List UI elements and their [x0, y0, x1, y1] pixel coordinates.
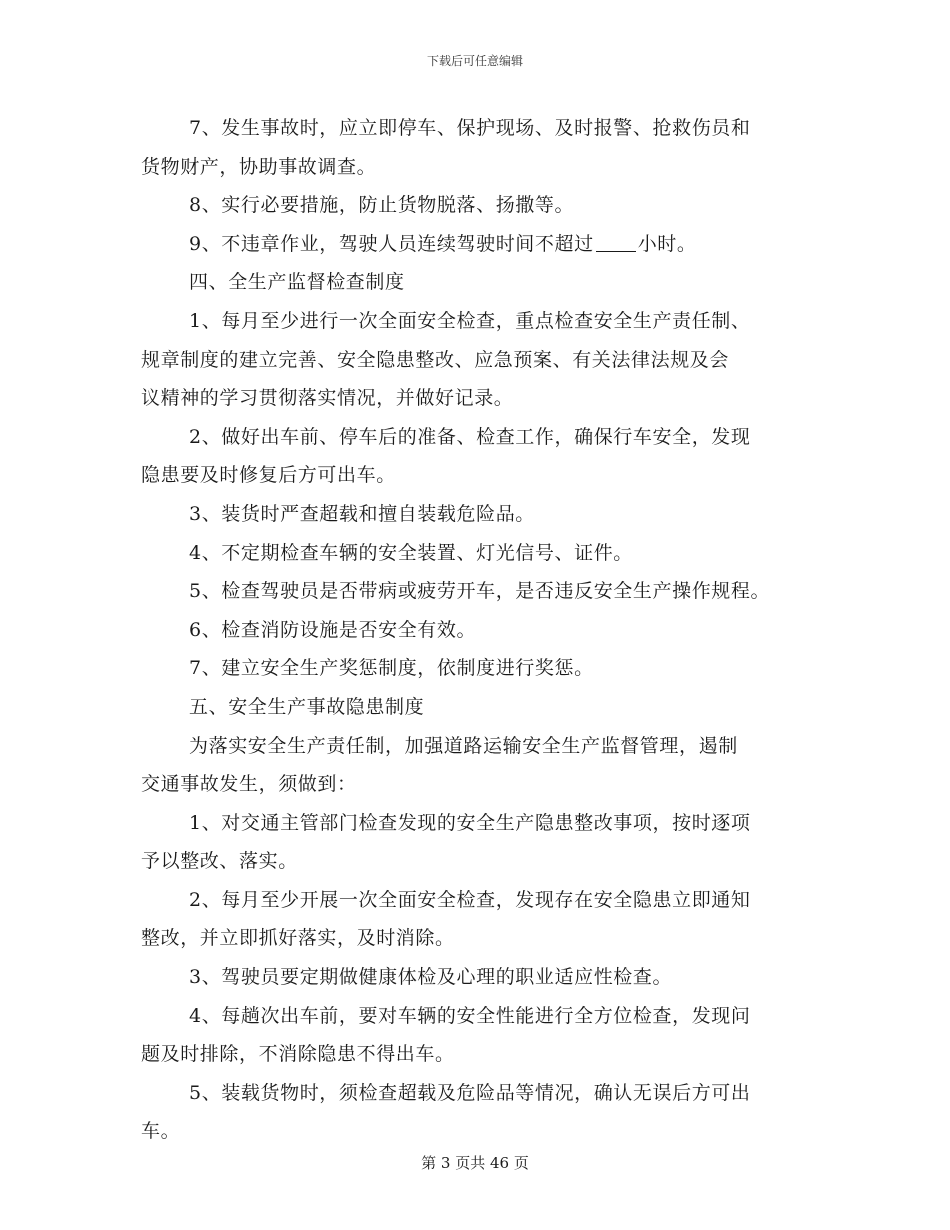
fill-in-blank — [596, 233, 636, 252]
body-line-text-after: 小时。 — [637, 232, 697, 255]
body-line: 货物财产，协助事故调查。 — [141, 155, 377, 178]
body-line: 1、对交通主管部门检查发现的安全生产隐患整改事项，按时逐项 — [189, 811, 751, 834]
body-line: 规章制度的建立完善、安全隐患整改、应急预案、有关法律法规及会 — [141, 348, 730, 371]
body-line: 8、实行必要措施，防止货物脱落、扬撒等。 — [189, 194, 575, 217]
body-line: 2、做好出车前、停车后的准备、检查工作，确保行车安全，发现 — [189, 425, 751, 448]
body-line: 4、每趟次出车前，要对车辆的安全性能进行全方位检查，发现问 — [189, 1004, 751, 1027]
body-line: 7、建立安全生产奖惩制度，依制度进行奖惩。 — [189, 657, 594, 680]
page-number: 第 3 页共 46 页 — [421, 1154, 529, 1172]
body-line: 题及时排除，不消除隐患不得出车。 — [141, 1043, 455, 1066]
body-line: 予以整改、落实。 — [141, 850, 298, 873]
body-line: 3、装货时严查超载和擅自装载危险品。 — [189, 502, 535, 525]
body-line: 为落实安全生产责任制，加强道路运输安全生产监督管理，遏制 — [189, 734, 738, 757]
body-line: 隐患要及时修复后方可出车。 — [141, 464, 396, 487]
page-header-note: 下载后可任意编辑 — [426, 54, 523, 68]
body-line: 3、驾驶员要定期做健康体检及心理的职业适应性检查。 — [189, 966, 673, 989]
body-line: 7、发生事故时，应立即停车、保护现场、及时报警、抢救伤员和 — [189, 117, 751, 139]
body-line: 5、装载货物时，须检查超载及危险品等情况，确认无误后方可出 — [189, 1081, 751, 1104]
body-line: 1、每月至少进行一次全面安全检查，重点检查安全生产责任制、 — [189, 309, 751, 332]
body-line: 交通事故发生，须做到： — [141, 773, 357, 796]
body-line-with-blank — [141, 225, 821, 264]
body-line: 6、检查消防设施是否安全有效。 — [189, 618, 477, 641]
body-line: 5、检查驾驶员是否带病或疲劳开车，是否违反安全生产操作规程。 — [189, 580, 771, 603]
body-line: 车。 — [141, 1120, 181, 1143]
body-line-text-before: 9、不违章作业，驾驶人员连续驾驶时间不超过 — [189, 232, 594, 255]
body-line: 2、每月至少开展一次全面安全检查，发现存在安全隐患立即通知 — [189, 888, 751, 911]
body-line: 整改，并立即抓好落实，及时消除。 — [141, 927, 455, 950]
body-line: 议精神的学习贯彻落实情况，并做好记录。 — [141, 387, 514, 410]
section-heading: 五、安全生产事故隐患制度 — [189, 695, 425, 718]
body-line: 4、不定期检查车辆的安全装置、灯光信号、证件。 — [189, 541, 633, 564]
document-body — [141, 109, 821, 1151]
section-heading: 四、全生产监督检查制度 — [189, 271, 405, 294]
